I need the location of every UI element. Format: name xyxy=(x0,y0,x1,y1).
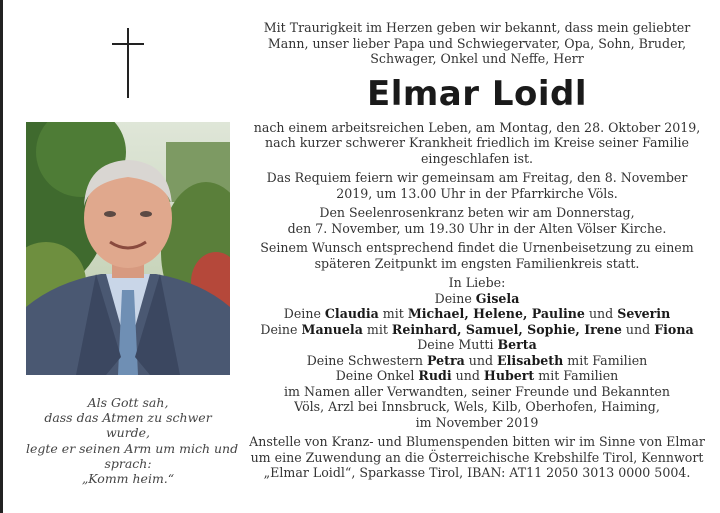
death-line: eingeschlafen ist. xyxy=(420,150,534,166)
poem-line: legte er seinen Arm um mich und xyxy=(26,440,239,456)
announcement-text xyxy=(248,20,706,481)
mourner-line: Deine Manuela mit Reinhard, Samuel, Sophie, Irene und Fiona xyxy=(260,321,694,337)
intro-line: Mit Traurigkeit im Herzen geben wir bekannt, dass mein geliebter xyxy=(263,20,691,35)
requiem-line: 2019, um 13.00 Uhr in der Pfarrkirche Völs. xyxy=(336,185,618,201)
poem-line: „Komm heim.“ xyxy=(81,471,175,487)
rosary-line: den 7. November, um 19.30 Uhr in der Alten Völser Kirche. xyxy=(287,220,667,236)
poem-line: Als Gott sah, xyxy=(87,395,169,410)
portrait-photo xyxy=(26,122,230,375)
deceased-name: Elmar Loidl xyxy=(366,73,588,114)
mourner-line: Deine Schwestern Petra und Elisabeth mit Familien xyxy=(306,352,648,368)
intro-line: Schwager, Onkel und Neffe, Herr xyxy=(370,51,584,66)
poem-line: sprach: xyxy=(104,455,152,471)
death-line: nach kurzer schwerer Krankheit friedlich im Kreise seiner Familie xyxy=(265,135,689,150)
mourner-line: im Namen aller Verwandten, seiner Freunde und Bekannten xyxy=(283,383,670,399)
rosary-line: Den Seelenrosenkranz beten wir am Donnerstag, xyxy=(319,205,635,220)
left-border xyxy=(0,0,3,513)
poem-line: dass das Atmen zu schwer xyxy=(44,410,212,426)
mourner-line: Deine Claudia mit Michael, Helene, Pauline und Severin xyxy=(283,306,671,321)
mourner-line: Deine Mutti Berta xyxy=(417,337,537,352)
donation-line: um eine Zuwendung an die Österreichische Krebshilfe Tirol, Kennwort xyxy=(250,449,704,465)
donation-line: „Elmar Loidl“, Sparkasse Tirol, IBAN: AT11 2050 3013 0000 5004. xyxy=(263,465,691,480)
poem xyxy=(26,395,239,487)
place-date-line: im November 2019 xyxy=(415,414,539,430)
mourner-line: Deine Gisela xyxy=(434,290,520,306)
intro-line: Mann, unser lieber Papa und Schwiegervater, Opa, Sohn, Bruder, xyxy=(267,35,687,51)
cross-icon xyxy=(112,28,144,98)
place-date-line: Völs, Arzl bei Innsbruck, Wels, Kilb, Oberhofen, Haiming, xyxy=(294,399,660,414)
burial-line: Seinem Wunsch entsprechend findet die Urnenbeisetzung zu einem xyxy=(260,240,694,255)
burial-line: späteren Zeitpunkt im engsten Familienkreis statt. xyxy=(314,255,640,271)
poem-line: wurde, xyxy=(105,425,151,441)
death-line: nach einem arbeitsreichen Leben, am Montag, den 28. Oktober 2019, xyxy=(253,119,701,135)
requiem-line: Das Requiem feiern wir gemeinsam am Freitag, den 8. November xyxy=(266,170,688,185)
mourners-heading: In Liebe: xyxy=(448,275,506,290)
mourner-line: Deine Onkel Rudi und Hubert mit Familien xyxy=(335,368,619,383)
donation-line: Anstelle von Kranz- und Blumenspenden bitten wir im Sinne von Elmar xyxy=(249,434,705,449)
